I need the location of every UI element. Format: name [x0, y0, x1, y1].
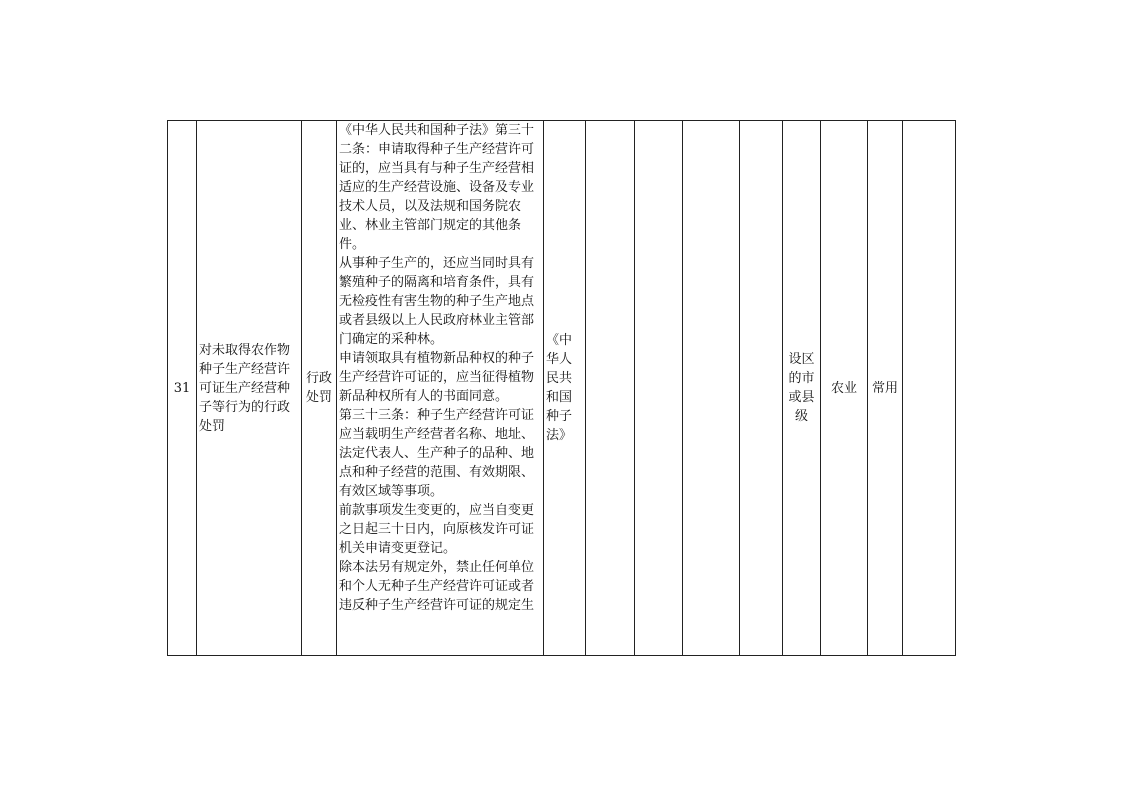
- legal-basis: [337, 121, 544, 656]
- item-type: 行政 处罚: [302, 121, 337, 656]
- empty-cell: [683, 121, 740, 656]
- empty-cell: [740, 121, 783, 656]
- table-row: [168, 121, 956, 656]
- department: 农业: [821, 121, 868, 656]
- row-number: 31: [168, 121, 197, 656]
- item-name: 对未取得农作物种子生产经营许可证生产经营种子等行为的行政处罚: [197, 121, 302, 656]
- basis-paragraph: 除本法另有规定外，禁止任何单位和个人无种子生产经营许可证或者违反种子生产经营许可证的规定生: [339, 560, 535, 613]
- frequency: 常用: [868, 121, 903, 656]
- basis-paragraph: 前款事项发生变更的，应当自变更之日起三十日内，向原核发许可证机关申请变更登记。: [339, 503, 535, 556]
- basis-paragraph: 从事种子生产的，还应当同时具有繁殖种子的隔离和培育条件，具有无检疫性有害生物的种子生产地点或者县级以上人民政府林业主管部门确定的采种林。: [339, 256, 535, 347]
- empty-cell: [903, 121, 956, 656]
- empty-cell: [586, 121, 635, 656]
- document-table: [167, 120, 956, 656]
- basis-paragraph: 《中华人民共和国种子法》第三十二条：申请取得种子生产经营许可证的，应当具有与种子生产经营相适应的生产经营设施、设备及专业技术人员，以及法规和国务院农业、林业主管部门规定的其他条件。: [339, 123, 535, 252]
- law-name: 《中华人民共和国种子法》: [544, 121, 586, 656]
- basis-paragraph: 第三十三条：种子生产经营许可证应当载明生产经营者名称、地址、法定代表人、生产种子的品种、地点和种子经营的范围、有效期限、有效区域等事项。: [339, 408, 535, 499]
- jurisdiction-level: 设区的市或县级: [783, 121, 821, 656]
- empty-cell: [635, 121, 683, 656]
- basis-paragraph: 申请领取具有植物新品种权的种子生产经营许可证的，应当征得植物新品种权所有人的书面同意。: [339, 351, 535, 404]
